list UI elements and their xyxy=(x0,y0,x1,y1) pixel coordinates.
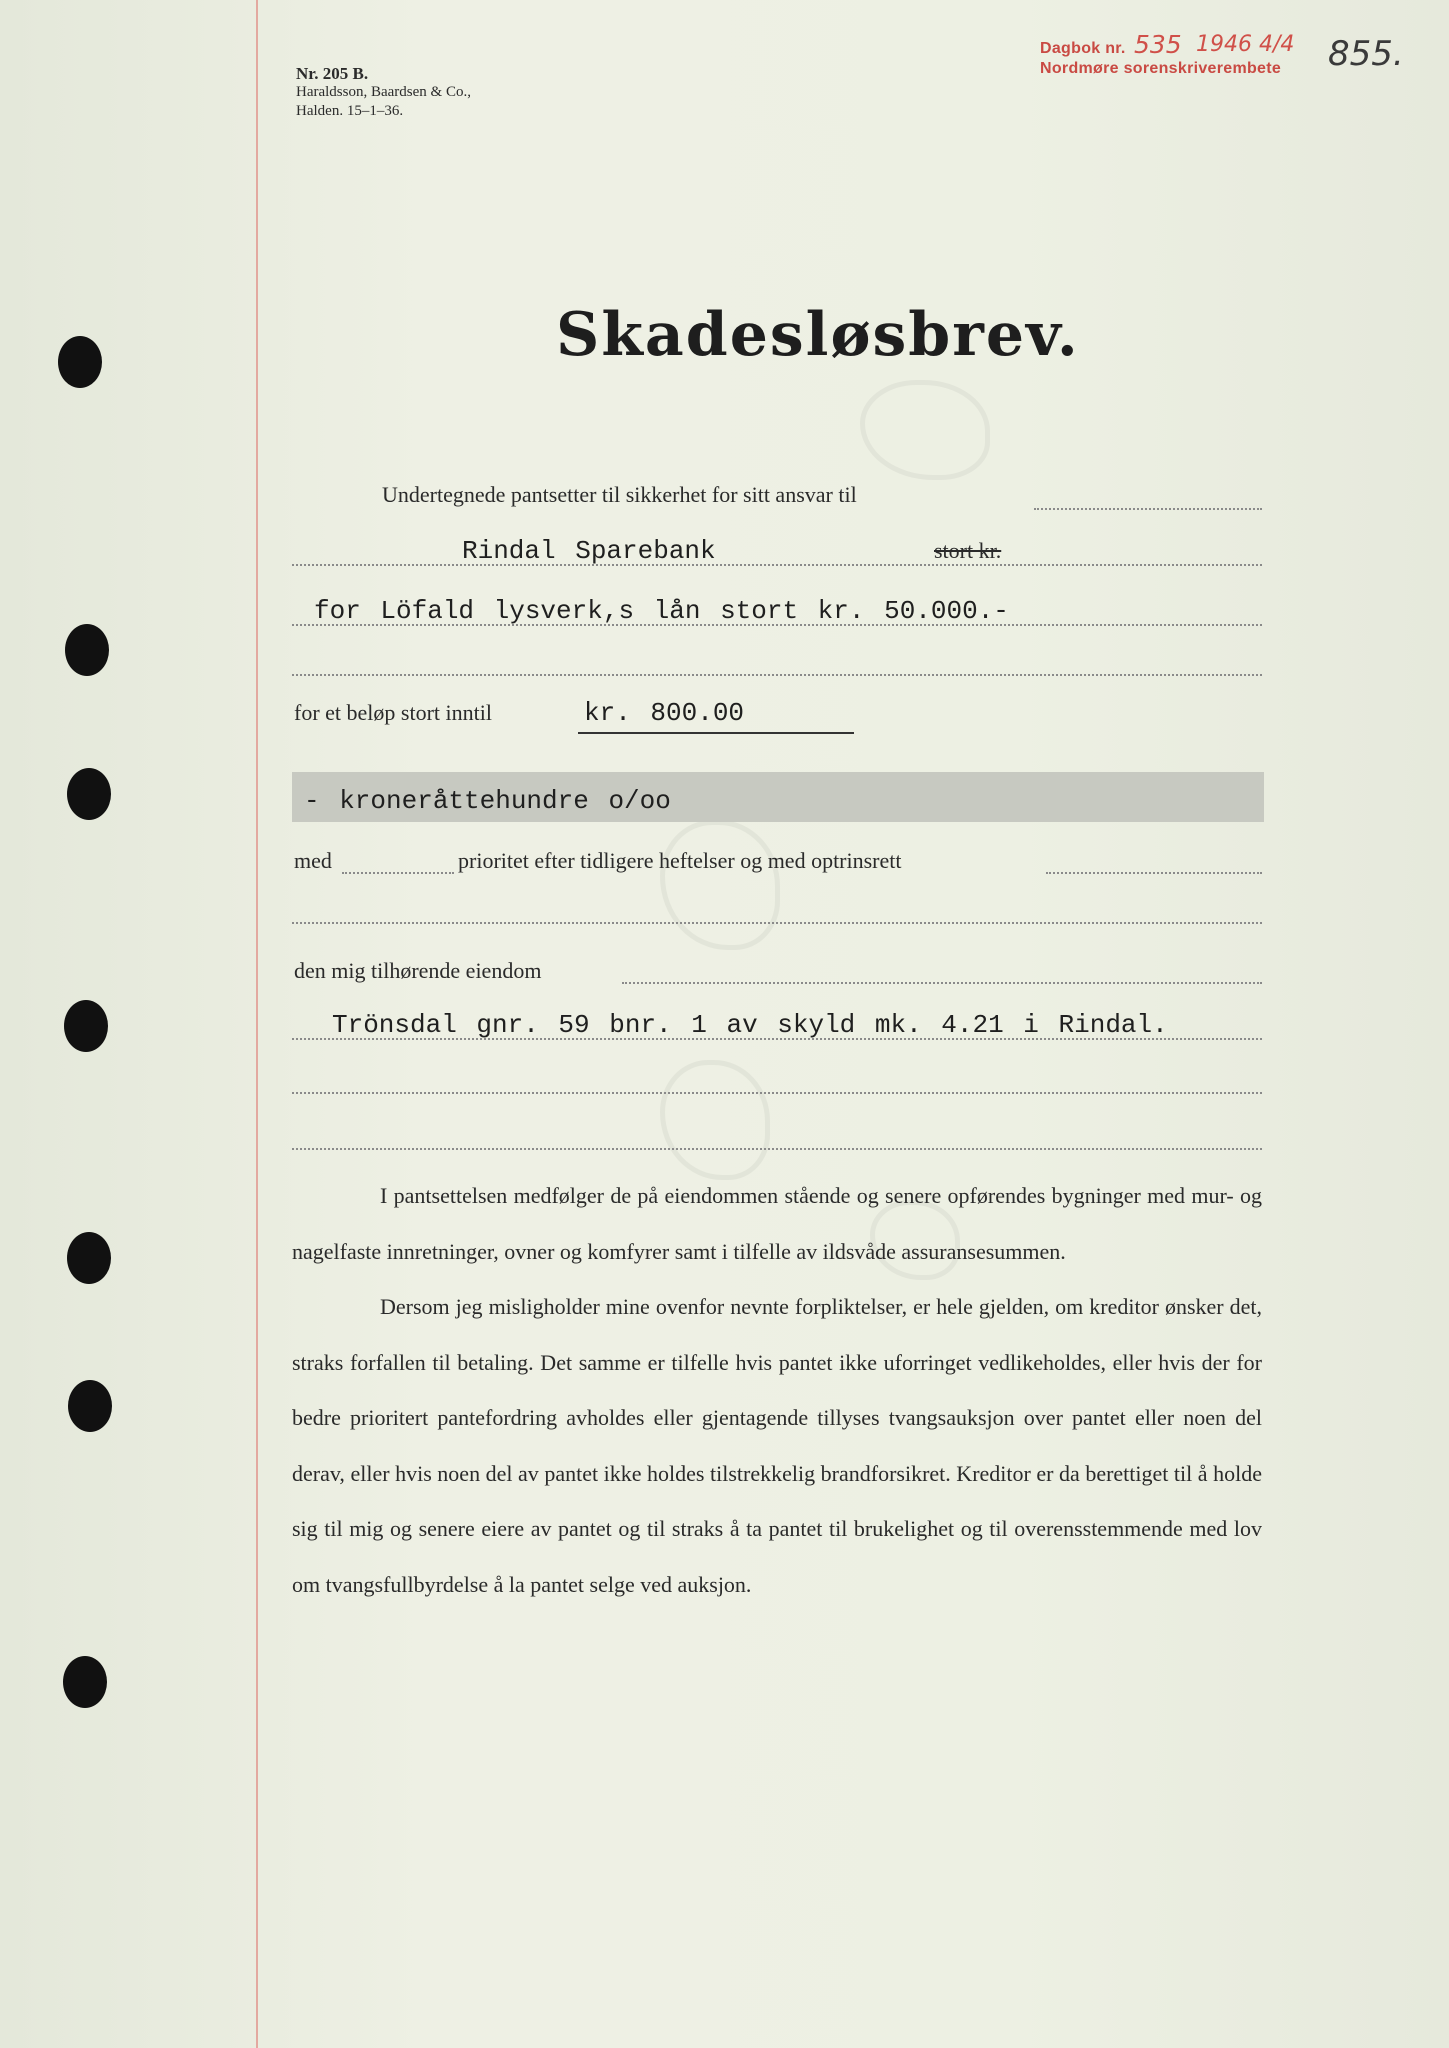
property-label: den mig tilhørende eiendom xyxy=(294,958,542,983)
bleed-through-mark xyxy=(860,380,990,480)
punch-hole-icon xyxy=(64,1000,108,1052)
fill-line xyxy=(292,922,1262,924)
bleed-through-mark xyxy=(660,1060,770,1180)
punch-hole-icon xyxy=(58,336,102,388)
punch-hole-icon xyxy=(63,1656,107,1708)
punch-hole-icon xyxy=(65,624,109,676)
fill-line xyxy=(1034,508,1262,510)
loan-description: for Löfald lysverk,s lån stort kr. 50.000.- xyxy=(314,596,1009,626)
body-text xyxy=(292,1168,1262,1612)
fill-line xyxy=(292,564,1262,566)
creditor-name: Rindal Sparebank xyxy=(462,536,716,566)
creditor-suffix: stort kr. xyxy=(934,538,1002,563)
fill-line xyxy=(292,1038,1262,1040)
paragraph-default-terms: Dersom jeg misligholder mine ovenfor nevnte forpliktelser, er hele gjelden, om kreditor ønsker det, straks forfallen til betaling. Det samme er tilfelle hvis pantet ikke uforringet vedlikeholdes, eller hvis der for bedre prioritert pantefordring avholdes eller gjentagende tillyses tvangsauksjon over pantet eller noen del derav, eller hvis noen del av pantet ikke holdes tilstrekkelig brandforsikret. Kreditor er da berettiget til å holde sig til mig og senere eiere av pantet og til straks å ta pantet til brukelighet og til overensstemmende med lov om tvangsfullbyrdelse å la pantet selge ved auksjon. xyxy=(292,1294,1262,1597)
journal-number: 535 xyxy=(1134,30,1182,59)
fill-line xyxy=(292,1092,1262,1094)
printer-imprint xyxy=(296,64,471,121)
fill-line xyxy=(342,872,454,874)
folio-number: 855. xyxy=(1328,34,1404,74)
journal-date: 1946 4/4 xyxy=(1196,32,1295,57)
printer-place-date: Halden. 15–1–36. xyxy=(296,103,404,119)
priority-text: prioritet efter tidligere heftelser og med optrinsrett xyxy=(458,848,902,873)
property-description: Trönsdal gnr. 59 bnr. 1 av skyld mk. 4.21 i Rindal. xyxy=(332,1010,1168,1040)
punch-hole-icon xyxy=(67,1232,111,1284)
form-number: Nr. 205 B. xyxy=(296,64,369,83)
fill-line xyxy=(622,982,1262,984)
amount-value: kr. 800.00 xyxy=(584,698,745,728)
paragraph-pledge-scope: I pantsettelsen medfølger de på eiendommen stående og senere opførendes bygninger med mur- og nagelfaste innretninger, ovner og komfyrer samt i tilfelle av ildsvåde assuransesummen. xyxy=(292,1183,1262,1264)
stamp-label: Dagbok nr. xyxy=(1040,40,1126,57)
punch-hole-icon xyxy=(68,1380,112,1432)
punch-hole-icon xyxy=(67,768,111,820)
fill-line xyxy=(1046,872,1262,874)
margin-rule xyxy=(256,0,258,2048)
amount-label: for et beløp stort inntil xyxy=(294,700,492,725)
document-title: Skadesløsbrev. xyxy=(556,300,1080,370)
stamp-office: Nordmøre sorenskriverembete xyxy=(1040,60,1282,77)
fill-line xyxy=(292,624,1262,626)
amount-in-words: - kroneråttehundre o/oo xyxy=(304,786,671,816)
fill-line xyxy=(292,674,1262,676)
amount-underline xyxy=(578,732,854,734)
intro-label: Undertegnede pantsetter til sikkerhet for sitt ansvar til xyxy=(382,482,857,507)
priority-prefix: med xyxy=(294,848,332,873)
fill-line xyxy=(292,1148,1262,1150)
bleed-through-mark xyxy=(660,820,780,950)
printer-name: Haraldsson, Baardsen & Co., xyxy=(296,84,471,100)
